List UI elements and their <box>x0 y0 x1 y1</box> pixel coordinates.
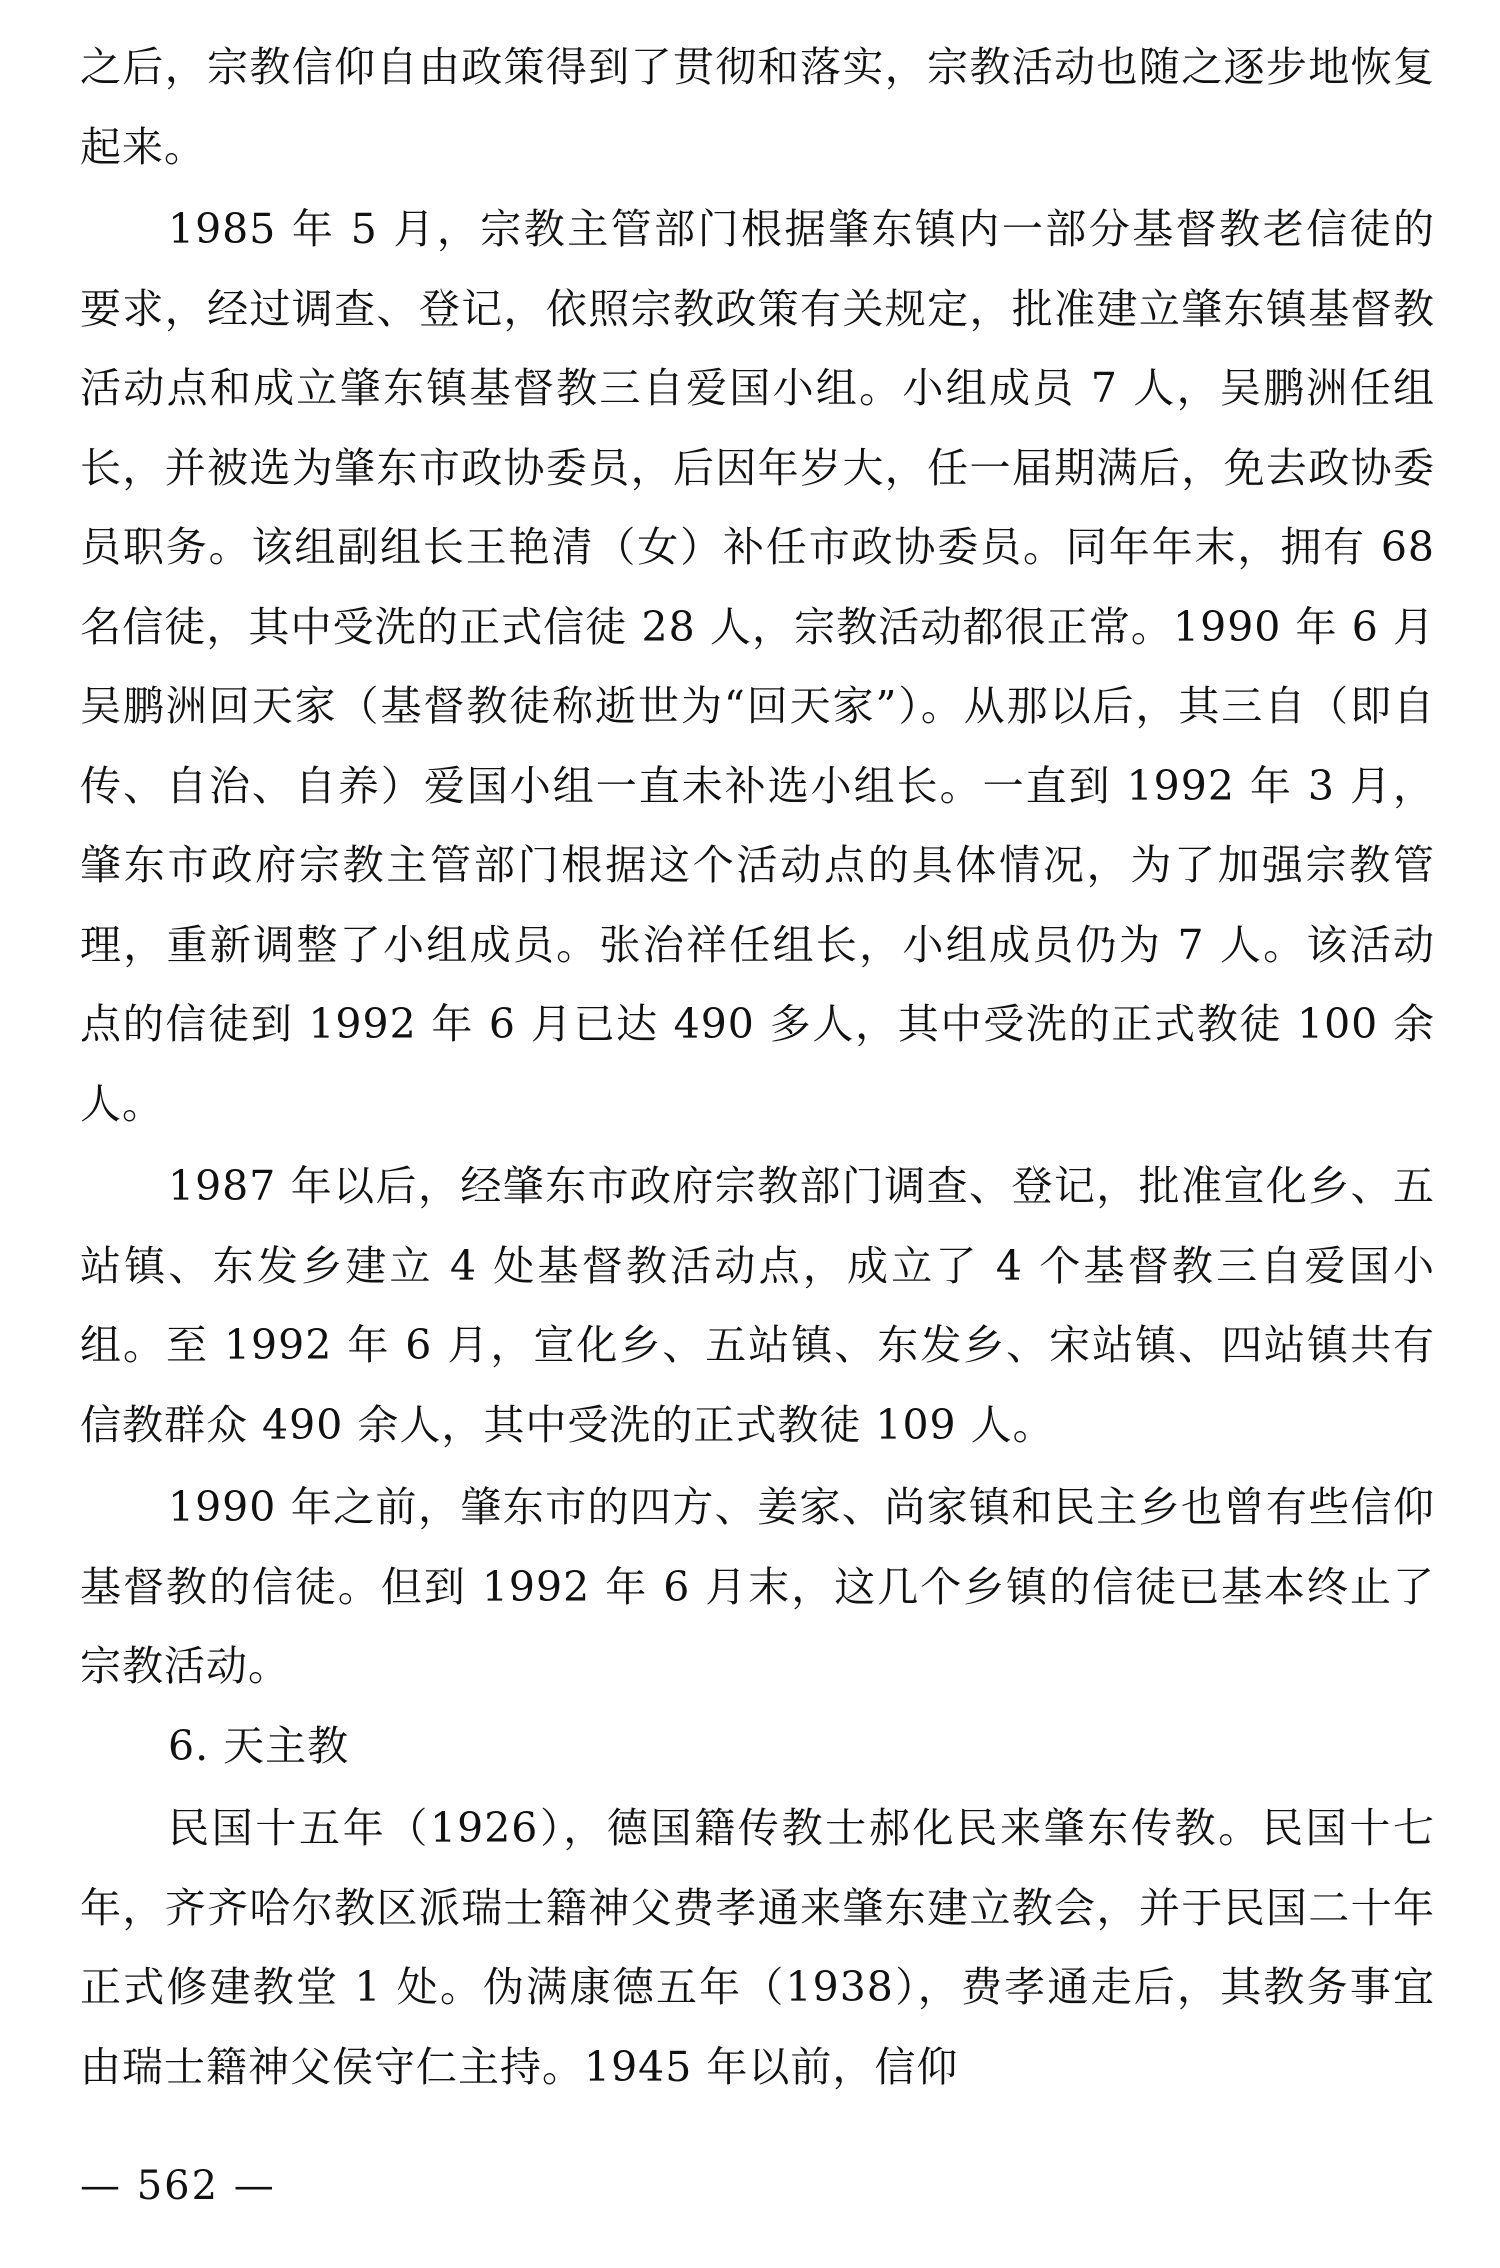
paragraph-activity-points-1987: 1987 年以后，经肇东市政府宗教部门调查、登记，批准宣化乡、五站镇、东发乡建立 4 处基督教活动点，成立了 4 个基督教三自爱国小组。至 1992 年 6 月，宣化乡、五站镇、东发乡、宋站镇、四站镇共有信教群众 490 余人，其中受洗的正式教徒 109 人。 <box>80 1162 1435 1449</box>
paragraph-zhaodong-town: 1985 年 5 月，宗教主管部门根据肇东镇内一部分基督教老信徒的要求，经过调查、登记，依照宗教政策有关规定，批准建立肇东镇基督教活动点和成立肇东镇基督教三自爱国小组。小组成员 7 人，吴鹏洲任组长，并被选为肇东市政协委员，后因年岁大，任一届期满后，免去政协委员职务。该组副组长王艳清（女）补任市政协委员。同年年末，拥有 68 名信徒，其中受洗的正式信徒 28 人，宗教活动都很正常。1990 年 6 月吴鹏洲回天家（基督教徒称逝世为“回天家”）。从那以后，其三自（即自传、自治、自养）爱国小组一直未补选小组长。一直到 1992 年 3 月，肇东市政府宗教主管部门根据这个活动点的具体情况，为了加强宗教管理，重新调整了小组成员。张治祥任组长，小组成员仍为 7 人。该活动点的信徒到 1992 年 6 月已达 490 多人，其中受洗的正式教徒 100 余人。 <box>80 205 1435 1128</box>
paragraph-before-1990: 1990 年之前，肇东市的四方、姜家、尚家镇和民主乡也曾有些信仰基督教的信徒。但到 1992 年 6 月末，这几个乡镇的信徒已基本终止了宗教活动。 <box>80 1483 1435 1690</box>
body-text <box>80 28 1435 2107</box>
paragraph-catholicism: 民国十五年（1926），德国籍传教士郝化民来肇东传教。民国十七年，齐齐哈尔教区派瑞士籍神父费孝通来肇东建立教会，并于民国二十年正式修建教堂 1 处。伪满康德五年（1938），费孝通走后，其教务事宜由瑞士籍神父侯守仁主持。1945 年以前，信仰 <box>80 1804 1435 2091</box>
paragraph-continuation: 之后，宗教信仰自由政策得到了贯彻和落实，宗教活动也随之逐步地恢复起来。 <box>80 43 1435 171</box>
section-heading: 6. 天主教 <box>168 1721 350 1770</box>
page-number: — 562 — <box>80 2163 276 2209</box>
